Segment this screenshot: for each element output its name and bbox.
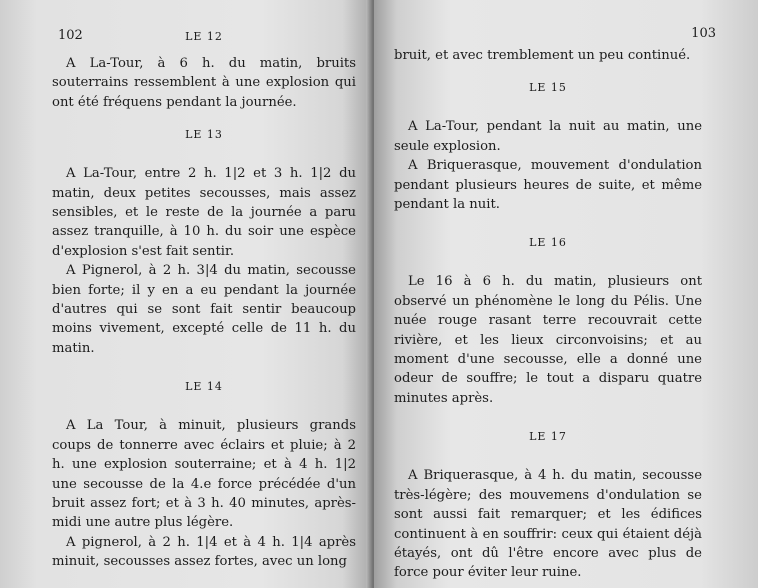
paragraph-12-la-tour: A La-Tour, à 6 h. du matin, bruits souterrains ressemblent à une explosion qui ont été fréquens pendant la journée. <box>52 56 356 110</box>
page-number-right: 103 <box>691 26 716 41</box>
section-heading-14: LE 14 <box>185 380 223 394</box>
paragraph-15-la-tour: A La-Tour, pendant la nuit au matin, une seule explosion. <box>394 119 702 154</box>
paragraph-15-briquerasque: A Briquerasque, mouvement d'ondulation pendant plusieurs heures de suite, et même pendant la nuit. <box>394 158 702 213</box>
continuation-line: bruit, et avec tremblement un peu continué. <box>394 48 691 63</box>
right-page <box>374 0 758 588</box>
section-heading-12: LE 12 <box>185 30 223 43</box>
section-heading-17: LE 17 <box>529 430 567 444</box>
paragraph-14-la-tour: A La Tour, à minuit, plusieurs grands coups de tonnerre avec éclairs et pluie; à 2 h. une explosion souterraine; et à 4 h. 1|2 une secousse de la 4.e force précédée d'un bruit assez fort; et à 3 h. 40 minutes, après-midi une autre plus légère. <box>52 418 356 531</box>
left-page <box>0 0 372 588</box>
section-heading-16: LE 16 <box>529 236 567 250</box>
section-heading-15: LE 15 <box>529 81 567 95</box>
section-heading-13: LE 13 <box>185 128 223 142</box>
paragraph-14-pignerol: A pignerol, à 2 h. 1|4 et à 4 h. 1|4 après minuit, secousses assez fortes, avec un long <box>52 534 356 570</box>
paragraph-16-phenomene: Le 16 à 6 h. du matin, plusieurs ont observé un phénomène le long du Pélis. Une nuée rouge rasant terre recouvrait cette rivière, et les lieux circonvoisins; et au moment d'une secousse, elle a donné une odeur de souffre; le tout a disparu quatre minutes après. <box>394 274 702 406</box>
paragraph-13-pignerol: A Pignerol, à 2 h. 3|4 du matin, secousse bien forte; il y en a eu pendant la journée d'autres qui se sont fait sentir beaucoup moins vivement, excepté celle de 11 h. du matin. <box>52 263 356 356</box>
paragraph-17-briquerasque: A Briquerasque, à 4 h. du matin, secousse très-légère; des mouvemens d'ondulation se sont aussi fait remarquer; et les édifices continuent à en souffrir: ceux qui étaient déjà étayés, ont dû l'être encore avec plus de force pour éviter leur ruine. <box>394 468 702 581</box>
page-number-left: 102 <box>58 28 83 43</box>
paragraph-13-la-tour: A La-Tour, entre 2 h. 1|2 et 3 h. 1|2 du matin, deux petites secousses, mais assez sensibles, et le reste de la journée a paru assez tranquille, à 10 h. du soir une espèce d'explosion s'est fait sentir. <box>52 166 356 259</box>
